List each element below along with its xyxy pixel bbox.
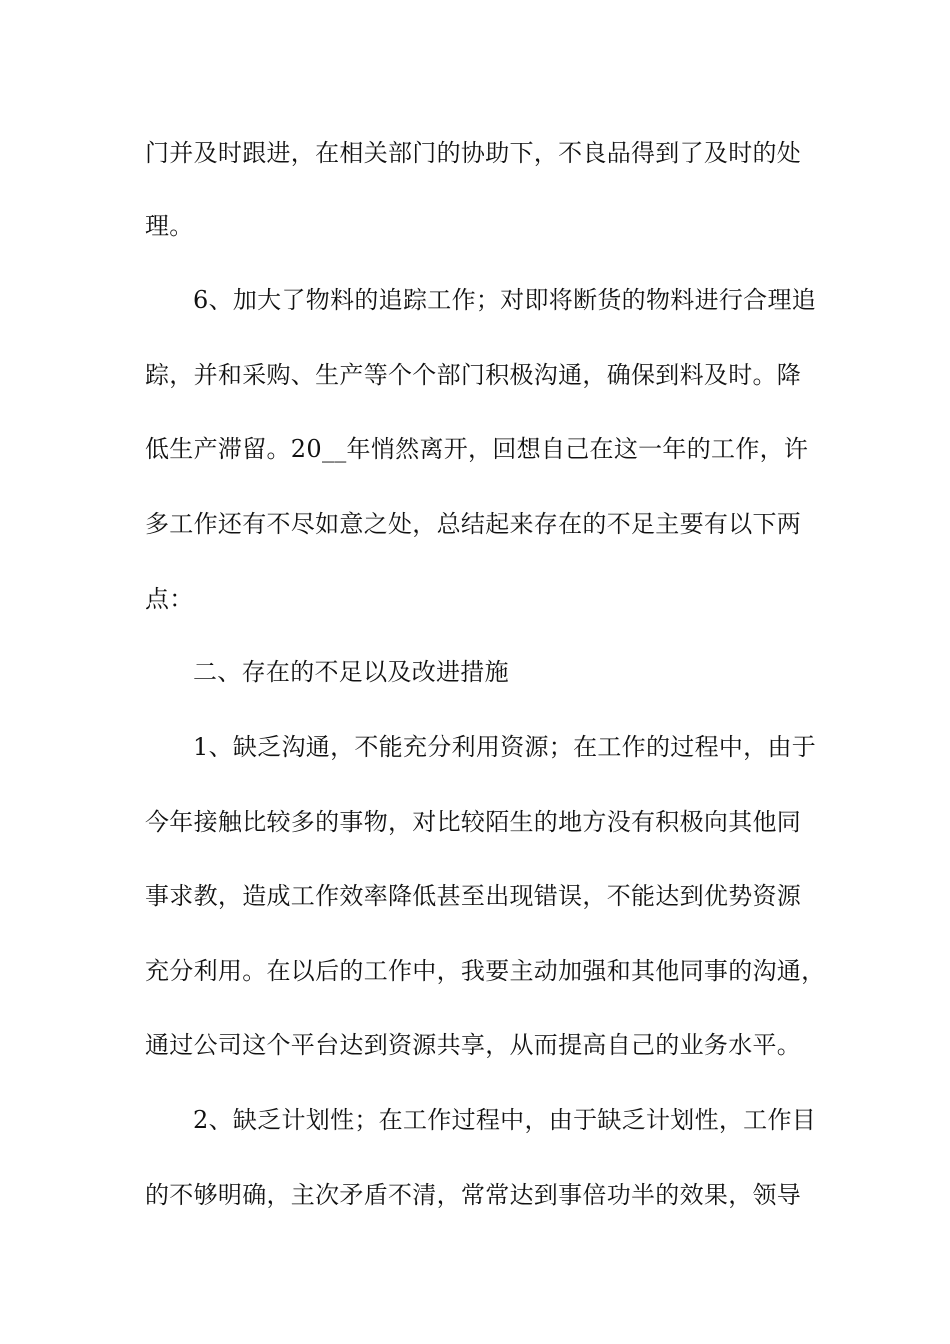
deficiency-1-line-5: 通过公司这个平台达到资源共享，从而提高自己的业务水平。 xyxy=(145,1031,802,1059)
paragraph-6-line-2: 踪，并和采购、生产等个个部门积极沟通，确保到料及时。降 xyxy=(145,361,802,389)
deficiency-2-line-1: 2、缺乏计划性；在工作过程中，由于缺乏计划性，工作目 xyxy=(193,1106,817,1134)
section-heading: 二、存在的不足以及改进措施 xyxy=(193,658,509,686)
paragraph-6-line-5: 点： xyxy=(145,585,194,613)
paragraph-5-line-3: 理。 xyxy=(145,212,194,240)
deficiency-2-line-2: 的不够明确，主次矛盾不清，常常达到事倍功半的效果，领导 xyxy=(145,1181,802,1209)
deficiency-1-line-4: 充分利用。在以后的工作中，我要主动加强和其他同事的沟通， xyxy=(145,957,826,985)
paragraph-6-line-3: 低生产滞留。20__年悄然离开，回想自己在这一年的工作，许 xyxy=(145,435,809,463)
deficiency-1-line-1: 1、缺乏沟通，不能充分利用资源；在工作的过程中，由于 xyxy=(193,733,817,761)
paragraph-6-line-4: 多工作还有不尽如意之处，总结起来存在的不足主要有以下两 xyxy=(145,510,802,538)
paragraph-6-line-1: 6、加大了物料的追踪工作；对即将断货的物料进行合理追 xyxy=(193,286,817,314)
paragraph-5-line-2: 门并及时跟进，在相关部门的协助下，不良品得到了及时的处 xyxy=(145,139,802,167)
deficiency-1-line-3: 事求教，造成工作效率降低甚至出现错误，不能达到优势资源 xyxy=(145,882,802,910)
deficiency-1-line-2: 今年接触比较多的事物，对比较陌生的地方没有积极向其他同 xyxy=(145,808,802,836)
